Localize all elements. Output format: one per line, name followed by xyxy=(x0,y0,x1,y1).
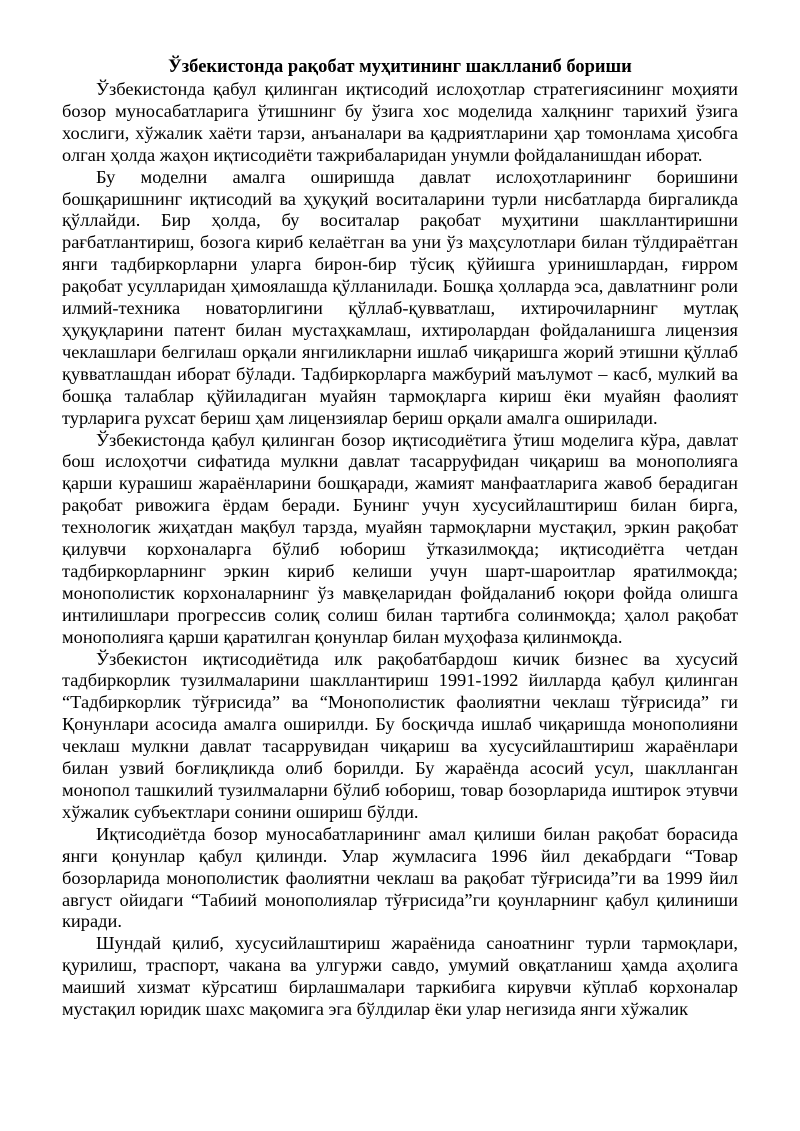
paragraph: Шундай қилиб, хусусийлаштириш жараёнида саноатнинг турли тармоқлари, қурилиш, траспорт, чакана ва улгуржи савдо, умумий овқатланиш ҳамда аҳолига маиший хизмат кўрсатиш бирлашмалари таркибига кирувчи кўплаб корхоналар мустақил юридик шахс мақомига эга бўлдилар ёки улар негизида янги хўжалик xyxy=(62,933,738,1020)
paragraph: Ўзбекистонда қабул қилинган иқтисодий ислоҳотлар стратегиясининг моҳияти бозор муносабатларига ўтишнинг бу ўзига хос моделида халқнинг тарихий ўзига хослиги, хўжалик хаёти тарзи, анъаналари ва қадриятларини ҳар томонлама ҳисобга олган ҳолда жаҳон иқтисодиёти тажрибаларидан унумли фойдаланишдан иборат. xyxy=(62,79,738,165)
paragraph: Иқтисодиётда бозор муносабатларининг амал қилиши билан рақобат борасида янги қонунлар қабул қилинди. Улар жумласига 1996 йил декабрдаги “Товар бозорларида монополистик фаолиятни чеклаш ва рақобат тўғрисида”ги ва 1999 йил август ойидаги “Табиий монополиялар тўғрисида”ги қоунларнинг қабул қилиниши киради. xyxy=(62,823,738,932)
document-page xyxy=(62,56,738,1021)
paragraph: Ўзбекистон иқтисодиётида илк рақобатбардош кичик бизнес ва хусусий тадбиркорлик тузилмаларини шакллантириш 1991-1992 йилларда қабул қилинган “Тадбиркорлик тўғрисида” ва “Монополистик фаолиятни чеклаш тўғрисида” ги Қонунлари асосида амалга оширилди. Бу босқичда ишлаб чиқаришда монополияни чеклаш мулкни давлат тасаррувидан чиқариш ва хусусийлаштириш жараёнлари билан узвий боғлиқликда олиб борилди. Бу жараёнда асосий усул, шаклланган монопол ташкилий тузилмаларни бўлиб юбориш, товар бозорларида иштирок этувчи хўжалик субъектлари сонини ошириш бўлди. xyxy=(62,648,738,822)
paragraph: Бу моделни амалга оширишда давлат ислоҳотларининг боришини бошқаришнинг иқтисодий ва ҳуқуқий воситаларини турли нисбатларда биргаликда қўллайди. Бир ҳолда, бу воситалар рақобат муҳитини шакллантиришни рағбатлантириш, бозога кириб келаётган ва уни ўз маҳсулотлари билан тўлдираётган янги тадбиркорларни уларга бирон-бир тўсиқ қўйишга уринишлардан, ғирром рақобат усулларидан ҳимоялашда қўлланилади. Бошқа ҳолларда эса, давлатнинг роли илмий-техника новаторлигини қўллаб-қувватлаш, ихтирочиларнинг мутлақ ҳуқуқларини патент билан мустаҳкамлаш, ихтиролардан фойдаланишга лицензия чеклашлари белгилаш орқали янгиликларни ишлаб чиқаришга жорий этишни қўллаб қувватлашдан иборат бўлади. Тадбиркорларга мажбурий маълумот – касб, мулкий ва бошқа талаблар қўйиладиган муайян тармоқларга кириш ёки муайян фаолият турларига рухсат бериш ҳам лицензиялар бериш орқали амалга оширилади. xyxy=(62,166,738,428)
paragraph: Ўзбекистонда қабул қилинган бозор иқтисодиётига ўтиш моделига кўра, давлат бош ислоҳотчи сифатида мулкни давлат тасарруфидан чиқариш ва монополияга қарши курашиш жараёнларини бошқаради, жамият манфаатларига жавоб берадиган рақобат ривожига ёрдам беради. Бунинг учун хусусийлаштириш билан бирга, технологик жиҳатдан мақбул тарзда, муайян тармоқларни мустақил, эркин рақобат қилувчи корхоналарга бўлиб юбориш ўтказилмоқда; иқтисодиётга четдан тадбиркорларнинг эркин кириб келиши учун шарт-шароитлар яратилмоқда; монополистик корхоналарнинг ўз мавқеларидан фойдаланиб юқори фойда олишга интилишлари прогрессив солиқ солиш билан тартибга солинмоқда; ҳалол рақобат монополияга қарши қаратилган қонунлар билан муҳофаза қилинмоқда. xyxy=(62,429,738,647)
document-title: Ўзбекистонда рақобат муҳитининг шаклланиб бориши xyxy=(168,57,632,77)
